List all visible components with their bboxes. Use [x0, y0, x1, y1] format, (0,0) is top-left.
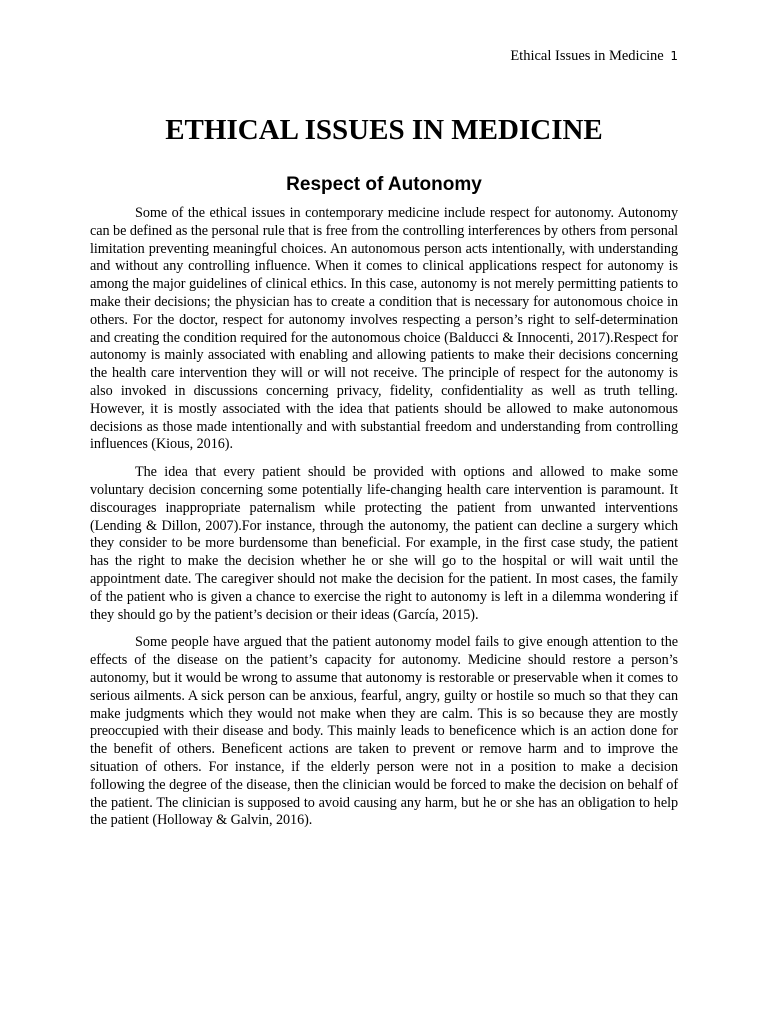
body-text — [90, 205, 678, 840]
running-head — [510, 47, 678, 65]
page-number: 1 — [670, 49, 678, 63]
paragraph-1: Some of the ethical issues in contemporary medicine include respect for autonomy. Autonomy can be defined as the personal rule that is free from the controlling interferences by others from personal limitation preventing meaningful choices. An autonomous person acts intentionally, with understanding and without any controlling influence. When it comes to clinical applications respect for autonomy is among the major guidelines of clinical ethics. In this case, autonomy is not merely permitting patients to make their decisions; the physician has to create a condition that is necessary for autonomous choice in others. For the doctor, respect for autonomy involves respecting a person’s right to self-determination and creating the condition required for the autonomous choice (Balducci & Innocenti, 2017).Respect for autonomy is mainly associated with enabling and allowing patients to make their decisions concerning the health care intervention they will or will not receive. The principle of respect for the autonomy is also invoked in discussions concerning privacy, fidelity, confidentiality as well as truth telling. However, it is mostly associated with the idea that patients should be allowed to make autonomous decisions as those made intentionally and with substantial freedom and understanding from controlling influences (Kious, 2016). — [90, 205, 678, 453]
document-title: ETHICAL ISSUES IN MEDICINE — [165, 114, 603, 146]
running-head-text: Ethical Issues in Medicine — [510, 48, 664, 64]
paragraph-3: Some people have argued that the patient autonomy model fails to give enough attention to the effects of the disease on the patient’s capacity for autonomy. Medicine should restore a person’s autonomy, but it would be wrong to assume that autonomy is restorable or preservable when it comes to serious ailments. A sick person can be anxious, fearful, angry, guilty or hostile so much so that they can make judgments which they would not make when they are calm. This is so because they are mostly preoccupied with their disease and body. This mainly leads to beneficence which is an action done for the benefit of others. Beneficent actions are taken to prevent or remove harm and to improve the situation of others. For instance, if the elderly person were not in a position to make a decision following the degree of the disease, then the clinician would be forced to make the decision on behalf of the patient. The clinician is supposed to avoid causing any harm, but he or she has an obligation to help the patient (Holloway & Galvin, 2016). — [90, 634, 678, 829]
paragraph-2: The idea that every patient should be provided with options and allowed to make some voluntary decision concerning some potentially life-changing health care intervention is paramount. It discourages inappropriate paternalism while protecting the patient from unwanted interventions (Lending & Dillon, 2007).For instance, through the autonomy, the patient can decline a surgery which they consider to be more burdensome than beneficial. For example, in the first case study, the patient has the right to make the decision whether he or she will go to the hospital or will wait until the appointment date. The caregiver should not make the decision for the patient. In most cases, the family of the patient who is given a chance to exercise the right to autonomy is left in a dilemma wondering if they should go by the patient’s decision or their ideas (García, 2015). — [90, 464, 678, 623]
section-heading: Respect of Autonomy — [286, 174, 482, 195]
